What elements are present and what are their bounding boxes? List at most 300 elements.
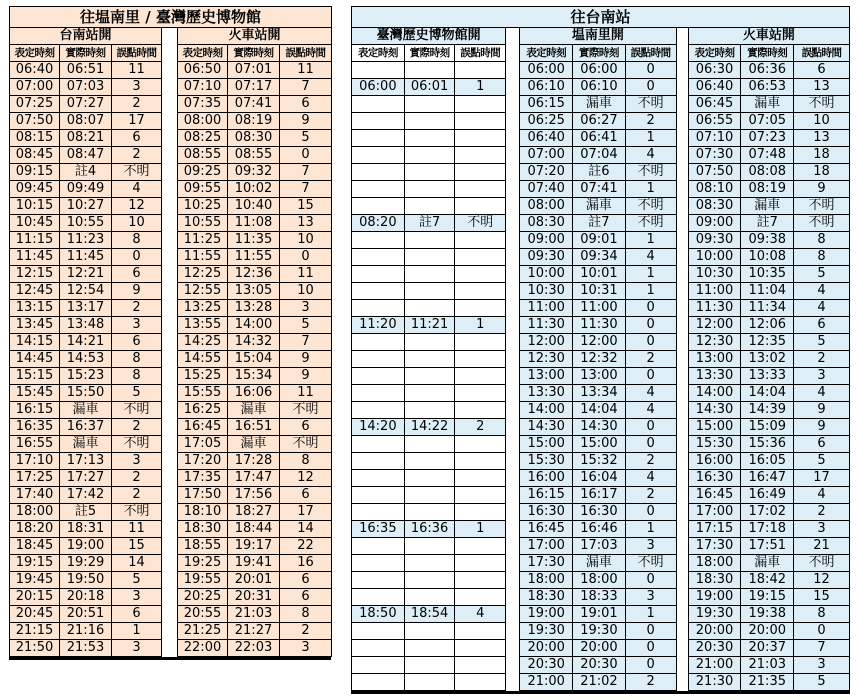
table-cell: 18:33 [573,589,626,606]
table-cell: 12 [280,470,332,487]
table-cell [352,113,405,130]
table-cell [352,436,405,453]
table-cell: 12:06 [741,317,794,334]
table-cell [455,130,506,147]
table-cell [404,402,455,419]
table-cell: 16:30 [688,470,741,487]
table-cell [404,249,455,266]
table-cell [352,538,405,555]
table-cell: 10:00 [688,249,741,266]
table-cell: 不明 [112,402,162,419]
table-cell: 10:45 [10,215,60,232]
table-cell: 9 [280,113,332,130]
table-cell: 15:15 [10,368,60,385]
table-row [10,96,332,113]
table-cell: 12:30 [520,351,573,368]
table-row [10,181,332,198]
table-cell: 17:13 [60,453,112,470]
table-cell: 20:00 [573,640,626,657]
col-header: 表定時刻 [520,45,573,62]
table-cell: 漏車 [228,402,280,419]
table-cell: 8 [112,351,162,368]
table-row [10,147,332,164]
table-cell: 註7 [573,215,626,232]
table-row [10,504,332,521]
table-cell: 17:51 [741,538,794,555]
table-cell: 15:45 [10,385,60,402]
table-cell: 14:20 [352,419,405,436]
table-cell [455,266,506,283]
table-cell [455,385,506,402]
table-cell: 17 [794,470,850,487]
table-cell: 07:10 [178,79,228,96]
table-cell: 21 [794,538,850,555]
col-header: 表定時刻 [352,45,405,62]
table-row [352,487,850,504]
table-cell: 0 [625,79,676,96]
left-title: 往塭南里 / 臺灣歷史博物館 [10,7,332,28]
table-cell [404,436,455,453]
table-cell: 08:20 [352,215,405,232]
table-cell [404,300,455,317]
table-cell: 16:45 [520,521,573,538]
table-row [10,334,332,351]
table-cell: 16:35 [10,419,60,436]
table-cell: 14:00 [688,385,741,402]
table-cell: 5 [112,572,162,589]
table-cell: 0 [625,419,676,436]
table-cell: 註7 [404,215,455,232]
col-header: 誤點時間 [280,45,332,62]
table-row [352,436,850,453]
table-cell: 16:45 [688,487,741,504]
table-cell [455,538,506,555]
table-cell [352,487,405,504]
table-cell: 16:51 [228,419,280,436]
table-cell: 不明 [625,198,676,215]
table-row [10,623,332,640]
table-cell: 08:00 [178,113,228,130]
table-cell: 14:30 [688,402,741,419]
table-cell: 14 [112,555,162,572]
table-cell [352,62,405,79]
table-cell: 16:00 [688,453,741,470]
table-cell [455,504,506,521]
table-cell: 19:29 [60,555,112,572]
table-cell: 09:01 [573,232,626,249]
table-cell: 07:41 [228,96,280,113]
table-cell: 15 [794,589,850,606]
table-cell: 9 [112,283,162,300]
table-cell: 11 [280,385,332,402]
table-cell [352,96,405,113]
table-cell: 4 [455,606,506,623]
table-cell: 14:21 [60,334,112,351]
table-cell [455,164,506,181]
table-cell: 2 [112,147,162,164]
table-cell: 不明 [794,555,850,572]
table-cell: 18:55 [178,538,228,555]
table-cell: 17:30 [688,538,741,555]
table-row [10,300,332,317]
table-cell: 5 [794,674,850,691]
table-cell: 2 [455,419,506,436]
table-cell: 21:15 [10,623,60,640]
table-row [352,181,850,198]
table-cell: 20:18 [60,589,112,606]
table-cell: 20:37 [741,640,794,657]
table-cell: 09:49 [60,181,112,198]
table-row [10,436,332,453]
table-cell: 19:30 [688,606,741,623]
table-cell: 3 [625,589,676,606]
table-cell: 0 [280,249,332,266]
table-cell: 08:55 [228,147,280,164]
table-cell: 漏車 [573,96,626,113]
table-cell: 12 [794,572,850,589]
table-cell: 18:45 [10,538,60,555]
table-cell: 4 [794,487,850,504]
table-cell: 3 [625,538,676,555]
table-cell: 07:27 [60,96,112,113]
table-cell: 17:28 [228,453,280,470]
table-cell: 11:30 [688,300,741,317]
table-row [352,300,850,317]
table-cell [455,300,506,317]
table-cell: 8 [794,232,850,249]
table-cell: 漏車 [60,402,112,419]
table-cell: 19:15 [10,555,60,572]
table-row [10,419,332,436]
table-cell: 15 [280,198,332,215]
left-station-b-header: 火車站開 [178,28,332,45]
table-cell [352,283,405,300]
table-cell: 15:00 [688,419,741,436]
table-cell [352,334,405,351]
table-cell [352,198,405,215]
table-cell: 06:00 [352,79,405,96]
table-row [10,164,332,181]
table-row [10,283,332,300]
table-cell [404,334,455,351]
table-cell: 21:30 [688,674,741,691]
table-cell: 08:25 [178,130,228,147]
table-cell: 7 [280,334,332,351]
table-cell [455,249,506,266]
table-cell: 10:31 [573,283,626,300]
table-cell: 16:00 [520,470,573,487]
table-cell: 17:03 [573,538,626,555]
table-row [352,419,850,436]
table-row [352,79,850,96]
table-cell: 08:10 [688,181,741,198]
table-cell: 07:50 [10,113,60,130]
table-cell [352,470,405,487]
table-cell: 07:00 [10,79,60,96]
table-cell: 12:00 [688,317,741,334]
col-header: 誤點時間 [455,45,506,62]
table-cell: 13:25 [178,300,228,317]
table-cell [352,232,405,249]
table-cell: 16:30 [520,504,573,521]
table-cell: 06:00 [573,62,626,79]
table-cell: 不明 [794,96,850,113]
table-cell: 14:55 [178,351,228,368]
table-cell: 9 [280,351,332,368]
table-cell [404,487,455,504]
table-cell: 18:54 [404,606,455,623]
table-cell: 20:00 [688,623,741,640]
table-cell: 10:55 [178,215,228,232]
table-cell [455,657,506,674]
table-cell: 20:25 [178,589,228,606]
table-cell: 不明 [280,436,332,453]
table-cell: 15 [112,538,162,555]
table-cell [352,181,405,198]
table-cell: 2 [625,487,676,504]
table-cell [404,623,455,640]
table-cell: 11:20 [352,317,405,334]
table-cell: 19:00 [688,589,741,606]
table-cell: 08:00 [520,198,573,215]
table-row [352,164,850,181]
table-cell [455,402,506,419]
table-cell [455,623,506,640]
table-cell: 18:00 [10,504,60,521]
table-cell: 08:19 [228,113,280,130]
table-cell: 17:00 [520,538,573,555]
table-cell: 19:50 [60,572,112,589]
table-cell: 11 [112,521,162,538]
table-cell: 12:25 [178,266,228,283]
table-cell: 6 [112,334,162,351]
table-cell: 12:35 [741,334,794,351]
table-cell: 1 [625,606,676,623]
table-cell: 18:00 [520,572,573,589]
table-cell: 15:30 [688,436,741,453]
table-cell: 18:30 [520,589,573,606]
table-cell: 11:55 [228,249,280,266]
table-cell: 10 [280,283,332,300]
table-cell [352,130,405,147]
table-cell: 9 [794,181,850,198]
table-cell: 0 [625,504,676,521]
left-station-a-header: 台南站開 [10,28,162,45]
table-cell: 15:36 [741,436,794,453]
table-cell [404,266,455,283]
table-cell: 2 [625,453,676,470]
table-cell: 2 [112,300,162,317]
table-cell: 14 [280,521,332,538]
table-cell [404,674,455,691]
table-cell: 11:35 [228,232,280,249]
table-cell: 12:21 [60,266,112,283]
table-cell [455,453,506,470]
col-header: 表定時刻 [688,45,741,62]
table-cell: 14:15 [10,334,60,351]
table-cell: 不明 [625,164,676,181]
table-cell [404,504,455,521]
table-cell: 10:40 [228,198,280,215]
col-header: 實際時刻 [228,45,280,62]
table-cell: 0 [280,147,332,164]
table-cell: 6 [794,436,850,453]
table-cell: 12:45 [10,283,60,300]
table-cell: 19:38 [741,606,794,623]
table-cell: 16:15 [10,402,60,419]
table-cell: 08:30 [520,215,573,232]
table-cell: 06:36 [741,62,794,79]
table-row [352,266,850,283]
table-cell: 1 [625,232,676,249]
table-cell: 5 [280,130,332,147]
table-cell: 13:55 [178,317,228,334]
left-timetable [9,6,332,657]
table-cell: 0 [625,623,676,640]
table-cell: 10:35 [741,266,794,283]
table-cell: 6 [794,62,850,79]
table-cell: 不明 [794,198,850,215]
table-cell [404,130,455,147]
table-cell: 8 [112,368,162,385]
table-row [352,674,850,691]
table-cell: 20:31 [228,589,280,606]
table-cell: 21:50 [10,640,60,657]
table-cell: 6 [280,572,332,589]
table-cell: 09:25 [178,164,228,181]
table-cell: 22:00 [178,640,228,657]
table-cell: 1 [455,521,506,538]
table-cell: 20:51 [60,606,112,623]
table-cell [404,96,455,113]
table-cell: 09:34 [573,249,626,266]
table-cell: 19:01 [573,606,626,623]
table-cell: 10:00 [520,266,573,283]
table-cell: 09:15 [10,164,60,181]
table-cell: 13:02 [741,351,794,368]
table-cell: 6 [280,487,332,504]
table-cell: 20:30 [688,640,741,657]
table-cell: 17:10 [10,453,60,470]
table-cell: 1 [625,521,676,538]
table-cell: 06:40 [520,130,573,147]
table-cell: 13:33 [741,368,794,385]
table-cell: 12:15 [10,266,60,283]
table-cell: 21:00 [688,657,741,674]
table-cell: 16:49 [741,487,794,504]
table-cell: 註5 [60,504,112,521]
table-cell [455,113,506,130]
table-cell: 18:44 [228,521,280,538]
table-cell: 06:01 [404,79,455,96]
table-cell: 22:03 [228,640,280,657]
table-cell: 09:00 [688,215,741,232]
table-cell [404,351,455,368]
table-cell [455,62,506,79]
table-cell: 19:41 [228,555,280,572]
table-row [10,249,332,266]
table-cell: 13:30 [688,368,741,385]
table-cell: 13:17 [60,300,112,317]
table-row [10,606,332,623]
table-row [10,351,332,368]
table-row [10,385,332,402]
table-row [10,589,332,606]
table-cell: 19:00 [520,606,573,623]
table-cell [404,453,455,470]
table-cell: 10 [280,232,332,249]
table-cell: 21:02 [573,674,626,691]
table-cell: 15:00 [520,436,573,453]
table-cell: 7 [280,181,332,198]
table-cell [352,640,405,657]
table-cell: 06:53 [741,79,794,96]
table-cell: 3 [794,521,850,538]
col-header: 誤點時間 [794,45,850,62]
right-panel [351,6,850,694]
table-cell: 09:30 [520,249,573,266]
table-cell: 07:30 [688,147,741,164]
table-cell: 06:45 [688,96,741,113]
table-cell: 16:37 [60,419,112,436]
table-cell: 4 [794,385,850,402]
table-row [352,572,850,589]
table-cell [404,470,455,487]
table-cell: 11:45 [60,249,112,266]
table-cell: 15:32 [573,453,626,470]
table-cell: 7 [280,164,332,181]
right-station-b-header: 塭南里開 [520,28,676,45]
table-cell: 18 [794,147,850,164]
table-cell: 13:15 [10,300,60,317]
table-cell: 16:35 [352,521,405,538]
table-cell: 11:30 [520,317,573,334]
table-cell: 11 [280,266,332,283]
table-cell: 14:30 [520,419,573,436]
table-cell: 3 [794,368,850,385]
table-cell: 09:30 [688,232,741,249]
table-cell: 6 [112,130,162,147]
table-cell: 20:00 [520,640,573,657]
table-cell: 17 [112,113,162,130]
table-cell [352,368,405,385]
table-cell: 20:45 [10,606,60,623]
table-cell: 20:01 [228,572,280,589]
table-cell [352,385,405,402]
table-cell [404,147,455,164]
table-cell: 不明 [112,504,162,521]
table-cell: 15:25 [178,368,228,385]
table-cell: 13:28 [228,300,280,317]
table-cell [352,589,405,606]
table-cell [404,232,455,249]
table-cell [404,164,455,181]
table-cell [455,232,506,249]
table-row [10,79,332,96]
table-cell [404,572,455,589]
table-cell: 10:27 [60,198,112,215]
table-cell [404,283,455,300]
table-cell: 15:50 [60,385,112,402]
table-row [352,198,850,215]
table-cell: 18:31 [60,521,112,538]
table-cell: 8 [794,606,850,623]
table-row [10,521,332,538]
table-cell: 17:50 [178,487,228,504]
table-row [10,215,332,232]
table-cell: 不明 [112,436,162,453]
table-row [10,317,332,334]
